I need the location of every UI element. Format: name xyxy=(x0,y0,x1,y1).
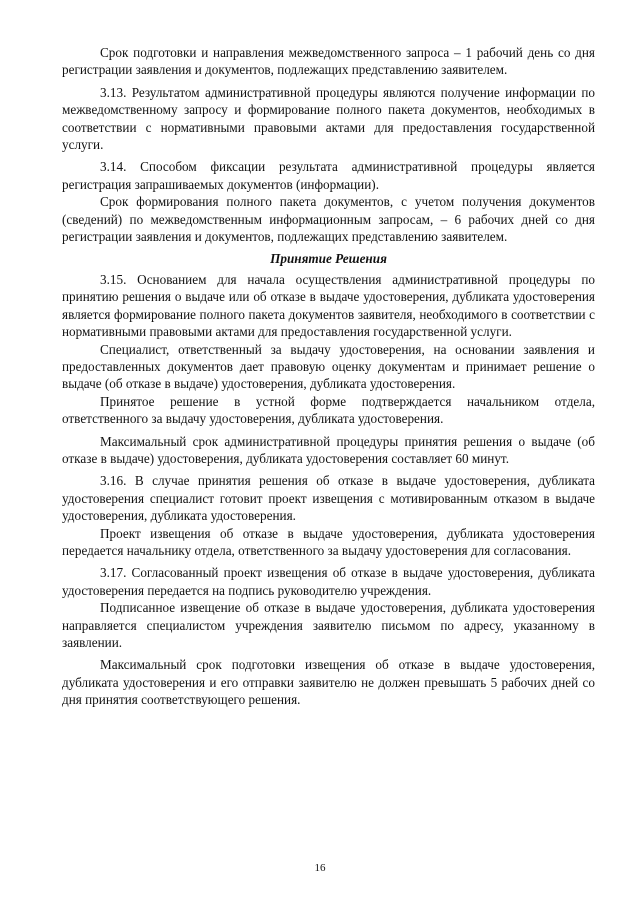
page-number: 16 xyxy=(314,862,326,874)
paragraph-draft-approval: Проект извещения об отказе в выдаче удостоверения, дубликата удостоверения передается начальнику отдела, ответственного за выдачу удостоверения для согласования. xyxy=(62,525,595,558)
document-body xyxy=(62,44,595,709)
paragraph-specialist-decision: Специалист, ответственный за выдачу удостоверения, на основании заявления и предоставленных документов дает правовую оценку документам и принимает решение о выдаче (об отказе в выдаче) удостоверения, дубликата удостоверения. xyxy=(62,341,595,392)
paragraph-signed-notice: Подписанное извещение об отказе в выдаче удостоверения, дубликата удостоверения направляется специалистом учреждения заявителю письмом по адресу, указанному в заявлении. xyxy=(62,600,595,650)
paragraph-oral-confirmation: Принятое решение в устной форме подтверждается начальником отдела, ответственного за выдачу удостоверения, дубликата удостоверения. xyxy=(62,393,595,427)
paragraph-decision-deadline: Максимальный срок административной процедуры принятия решения о выдаче (об отказе в выдаче) удостоверения, дубликата удостоверения составляет 60 минут. xyxy=(62,433,595,466)
paragraph-notice-deadline: Максимальный срок подготовки извещения об отказе в выдаче удостоверения, дубликата удостоверения и его отправки заявителю не должен превышать 5 рабочих дней со дня принятия соответствующего решения. xyxy=(62,657,595,708)
paragraph-3-16: 3.16. В случае принятия решения об отказе в выдаче удостоверения, дубликата удостоверения специалист готовит проект извещения с мотивированным отказом в выдаче удостоверения, дубликата удостоверения. xyxy=(62,473,595,524)
section-heading: Принятие Решения xyxy=(270,251,387,267)
paragraph-3-17: 3.17. Согласованный проект извещения об отказе в выдаче удостоверения, дубликата удостоверения передается на подпись руководителю учреждения. xyxy=(62,565,595,598)
paragraph-request-deadline: Срок подготовки и направления межведомственного запроса – 1 рабочий день со дня регистрации заявления и документов, подлежащих представлению заявителем. xyxy=(62,45,595,78)
paragraph-3-14: 3.14. Способом фиксации результата административной процедуры является регистрация запрашиваемых документов (информации). xyxy=(62,159,595,192)
paragraph-package-deadline: Срок формирования полного пакета документов, с учетом получения документов (сведений) по межведомственным информационным запросам, – 6 рабочих дней со дня регистрации заявления и документов, подлежащих представлению заявителем. xyxy=(62,194,595,245)
paragraph-3-13: 3.13. Результатом административной процедуры являются получение информации по межведомственному запросу и формирование полного пакета документов, необходимых в соответствии с нормативными правовыми актами для предоставления государственной услуги. xyxy=(62,84,595,153)
paragraph-3-15: 3.15. Основанием для начала осуществления административной процедуры по принятию решения о выдаче или об отказе в выдаче удостоверения, дубликата удостоверения является формирование полного пакета документов заявителя, необходимого в соответствии с нормативными правовыми актами для предоставления государственной услуги. xyxy=(62,271,595,340)
